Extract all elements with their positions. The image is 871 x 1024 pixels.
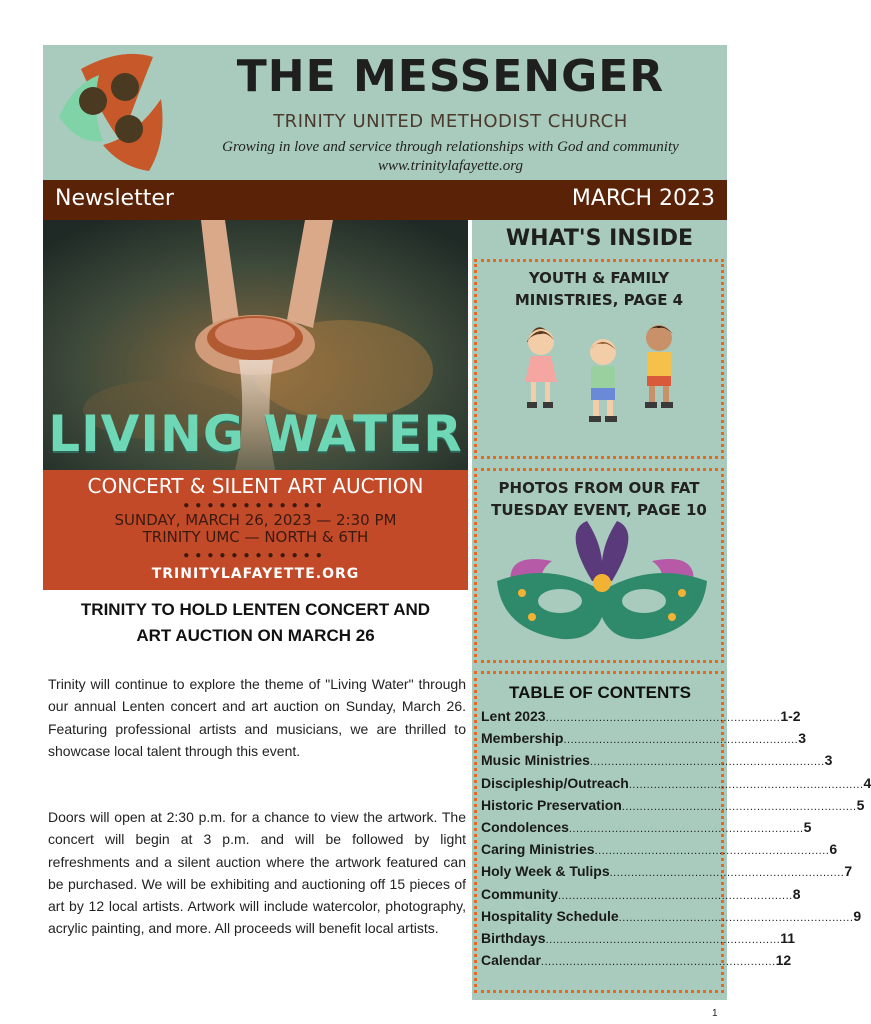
toc-label: Historic Preservation: [481, 796, 622, 813]
toc-row[interactable]: [481, 885, 801, 908]
poster-date: SUNDAY, MARCH 26, 2023 — 2:30 PM: [114, 511, 397, 529]
youth-heading-line-2: MINISTRIES, PAGE 4: [514, 291, 684, 309]
toc-page: 9: [853, 907, 862, 924]
page-number: 1: [712, 1008, 718, 1019]
toc-leader: ..................................................................: [628, 778, 864, 791]
newsletter-title: THE MESSENGER: [236, 51, 665, 102]
toc-label: Caring Ministries: [481, 841, 595, 858]
mardi-gras-mask-icon: [492, 521, 712, 651]
toc-leader: ..................................................................: [621, 800, 857, 813]
table-of-contents: [481, 708, 871, 974]
toc-row[interactable]: [481, 796, 865, 819]
toc-row[interactable]: [481, 708, 801, 730]
toc-label: Community: [481, 885, 558, 902]
toc-title: TABLE OF CONTENTS: [509, 683, 691, 702]
toc-label: Condolences: [481, 818, 569, 835]
toc-page: 12: [775, 952, 792, 969]
youth-family-box: [474, 259, 724, 459]
toc-page: 7: [844, 863, 853, 880]
headline-line-2: ART AUCTION ON MARCH 26: [136, 626, 375, 645]
church-name: TRINITY UNITED METHODIST CHURCH: [273, 111, 628, 132]
fat-tuesday-line-1: PHOTOS FROM OUR FAT: [498, 479, 700, 497]
website-link[interactable]: www.trinitylafayette.org: [378, 158, 523, 174]
toc-leader: ..................................................................: [589, 756, 825, 769]
kid-3: [645, 325, 673, 408]
fat-tuesday-heading: [477, 477, 721, 521]
toc-page: 3: [824, 752, 833, 769]
toc-page: 4: [863, 774, 871, 791]
toc-leader: ..................................................................: [594, 845, 830, 858]
toc-row[interactable]: [481, 841, 838, 863]
youth-heading-line-1: YOUTH & FAMILY: [528, 269, 670, 287]
toc-label: Music Ministries: [481, 752, 590, 769]
toc-leader: ..................................................................: [540, 956, 776, 969]
toc-label: Discipleship/Outreach: [481, 774, 629, 791]
poster-dots-bottom: ●●●●●●●●●●●●: [183, 550, 328, 561]
poster-place: TRINITY UMC — NORTH & 6TH: [142, 528, 369, 546]
toc-row[interactable]: [481, 863, 853, 885]
toc-leader: ..................................................................: [618, 911, 854, 924]
toc-leader: ..................................................................: [563, 734, 799, 747]
issue-bar: [43, 180, 727, 220]
article-headline: [43, 597, 468, 649]
toc-leader: ..................................................................: [545, 933, 781, 946]
issue-date: MARCH 2023: [571, 186, 715, 211]
toc-leader: ..................................................................: [568, 822, 804, 835]
article-paragraph-1: Trinity will continue to explore the theme of "Living Water" through our annual Lenten concert and art auction on Sunday, March 26. Featuring professional artists and musicians, we are thrilled to showcase local talent through this event.: [48, 676, 466, 759]
whats-inside-title: WHAT'S INSIDE: [505, 226, 694, 251]
toc-page: 5: [856, 796, 865, 813]
youth-family-heading: [477, 267, 721, 311]
toc-row[interactable]: [481, 752, 833, 774]
fat-tuesday-line-2: TUESDAY EVENT, PAGE 10: [491, 501, 707, 519]
toc-row[interactable]: [481, 952, 792, 974]
toc-label: Membership: [481, 730, 564, 747]
toc-label: Birthdays: [481, 929, 546, 946]
article-paragraph-2: Doors will open at 2:30 p.m. for a chance to view the artwork. The concert will begin at 3 p.m. and will be followed by light refreshments and a silent auction where the artwork featured can be purchased. We will be exhibiting and auctioning off 15 pieces of art by 12 local artists. Artwork will include watercolor, photography, acrylic painting, and more. All proceeds will benefit local artists.: [48, 809, 466, 937]
toc-label: Lent 2023: [481, 708, 546, 724]
toc-row[interactable]: [481, 929, 796, 952]
masthead: [43, 45, 727, 180]
toc-label: Holy Week & Tulips: [481, 863, 610, 880]
headline-line-1: TRINITY TO HOLD LENTEN CONCERT AND: [80, 600, 431, 619]
toc-leader: ..................................................................: [545, 712, 781, 724]
toc-leader: ..................................................................: [558, 889, 793, 902]
tagline: [178, 138, 723, 176]
poster-subtitle: CONCERT & SILENT ART AUCTION: [87, 474, 424, 498]
toc-page: 6: [829, 841, 838, 858]
toc-page: 1-2: [780, 708, 801, 724]
toc-leader: ..................................................................: [609, 867, 845, 880]
poster-title: LIVING WATER: [48, 405, 463, 463]
church-logo-icon: [51, 49, 171, 175]
poster-url: TRINITYLAFAYETTE.ORG: [151, 566, 360, 582]
toc-row[interactable]: [481, 730, 806, 752]
toc-label: Hospitality Schedule: [481, 907, 619, 924]
toc-label: Calendar: [481, 952, 541, 969]
kid-2: [589, 339, 617, 422]
living-water-poster: [43, 220, 468, 590]
fat-tuesday-box: [474, 468, 724, 663]
kids-jumping-icon: [507, 312, 697, 427]
toc-page: 3: [798, 730, 806, 747]
toc-row[interactable]: [481, 818, 812, 841]
poster-dots-top: ●●●●●●●●●●●●: [183, 500, 328, 511]
toc-row[interactable]: [481, 774, 871, 797]
toc-page: 8: [792, 885, 801, 902]
tagline-text: Growing in love and service through relationships with God and community: [222, 139, 679, 155]
kid-1: [525, 327, 557, 408]
toc-page: 11: [780, 929, 796, 946]
toc-row[interactable]: [481, 907, 862, 930]
poster-details: [43, 512, 468, 546]
toc-page: 5: [803, 818, 812, 835]
issue-type: Newsletter: [55, 186, 174, 211]
